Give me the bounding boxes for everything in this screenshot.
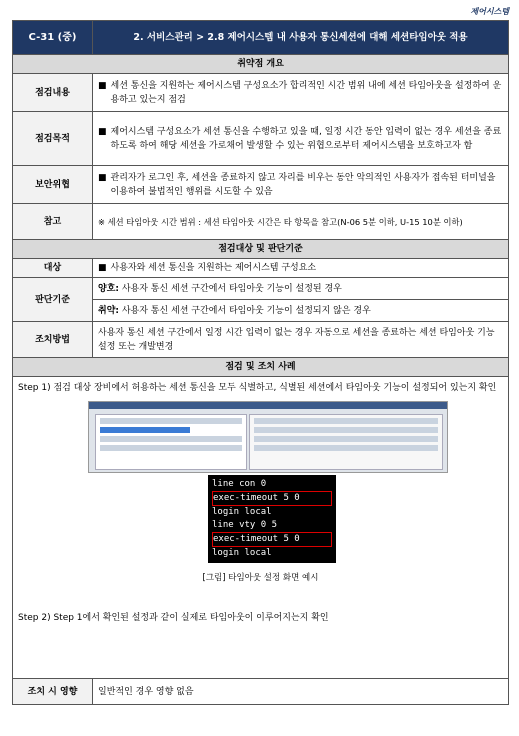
bullet-icon: ■ <box>98 263 107 273</box>
tree-panel <box>95 414 247 470</box>
good-label: 양호: <box>98 283 119 294</box>
bad-label: 취약: <box>98 305 119 316</box>
item-code: C-31 (중) <box>13 21 93 55</box>
check-label: 점검내용 <box>13 74 93 112</box>
action-text: 사용자 통신 세션 구간에서 일정 시간 입력이 없는 경우 자동으로 세션을 종료하는 세션 타임아웃 기능 설정 또는 개발변경 <box>93 322 509 358</box>
ref-text: ※ 세션 타임아웃 시간 범위 : 세션 타임아웃 시간은 타 항목을 참고(N-06 5분 이하, U-15 10분 이하) <box>93 204 509 240</box>
terminal-line: line con 0 <box>212 479 267 489</box>
properties-panel <box>249 414 443 470</box>
bullet-icon: ■ <box>98 126 107 137</box>
purpose-label: 점검목적 <box>13 112 93 166</box>
terminal-line: line vty 0 5 <box>212 520 278 530</box>
section-criteria: 점검대상 및 판단기준 <box>13 240 509 259</box>
bullet-icon: ■ <box>98 80 107 91</box>
terminal-line: login local <box>212 548 272 558</box>
purpose-text: 제어시스템 구성요소가 세션 통신을 수행하고 있을 때, 일정 시간 동안 입력이 없는 경우 세션을 종료하도록 하여 해당 세션을 가로채어 발생할 수 있는 위협으로부터 제어시스템을 보호하고자 함 <box>110 126 502 151</box>
window-titlebar <box>89 402 447 409</box>
target-label: 대상 <box>13 259 93 278</box>
bullet-icon: ■ <box>98 172 107 183</box>
terminal-config <box>208 475 336 563</box>
check-text: 세션 통신을 지원하는 제어시스템 구성요소가 합리적인 시간 범위 내에 세션 타임아웃을 설정하여 운용하고 있는지 점검 <box>110 80 502 105</box>
step-2: Step 2) Step 1에서 확인된 설정과 같이 실제로 타임아웃이 이루어지는지 확인 <box>18 613 329 623</box>
config-screenshot <box>88 401 448 473</box>
threat-label: 보안위협 <box>13 166 93 204</box>
target-text: 사용자와 세션 통신을 지원하는 제어시스템 구성요소 <box>110 263 317 273</box>
criteria-label: 판단기준 <box>13 278 93 322</box>
terminal-line: login local <box>212 507 272 517</box>
terminal-line-highlighted: exec-timeout 5 0 <box>212 532 332 547</box>
checklist-table <box>12 20 509 705</box>
section-overview: 취약점 개요 <box>13 55 509 74</box>
cases-body <box>13 377 509 679</box>
terminal-line-highlighted: exec-timeout 5 0 <box>212 491 332 506</box>
impact-text: 일반적인 경우 영향 없음 <box>93 679 509 705</box>
bad-text: 사용자 통신 세션 구간에서 타임아웃 기능이 설정되지 않은 경우 <box>119 305 371 316</box>
section-cases: 점검 및 조치 사례 <box>13 358 509 377</box>
figure-caption: [그림] 타임아웃 설정 화면 예시 <box>202 573 319 583</box>
ref-label: 참고 <box>13 204 93 240</box>
good-text: 사용자 통신 세션 구간에서 타임아웃 기능이 설정된 경우 <box>119 283 342 294</box>
item-title: 2. 서비스관리 > 2.8 제어시스템 내 사용자 통신세션에 대해 세션타임아웃 적용 <box>93 21 509 55</box>
impact-label: 조치 시 영향 <box>13 679 93 705</box>
corner-label: 제어시스템 <box>470 7 509 16</box>
action-label: 조치방법 <box>13 322 93 358</box>
step-1: Step 1) 점검 대상 장비에서 허용하는 세션 통신을 모두 식별하고, 식별된 세션에서 타임아웃 기능이 설정되어 있는지 확인 <box>18 383 497 393</box>
threat-text: 관리자가 로그인 후, 세션을 종료하지 않고 자리를 비우는 동안 악의적인 사용자가 접속된 터미널을 이용하여 불법적인 행위를 시도할 수 있음 <box>110 172 496 197</box>
